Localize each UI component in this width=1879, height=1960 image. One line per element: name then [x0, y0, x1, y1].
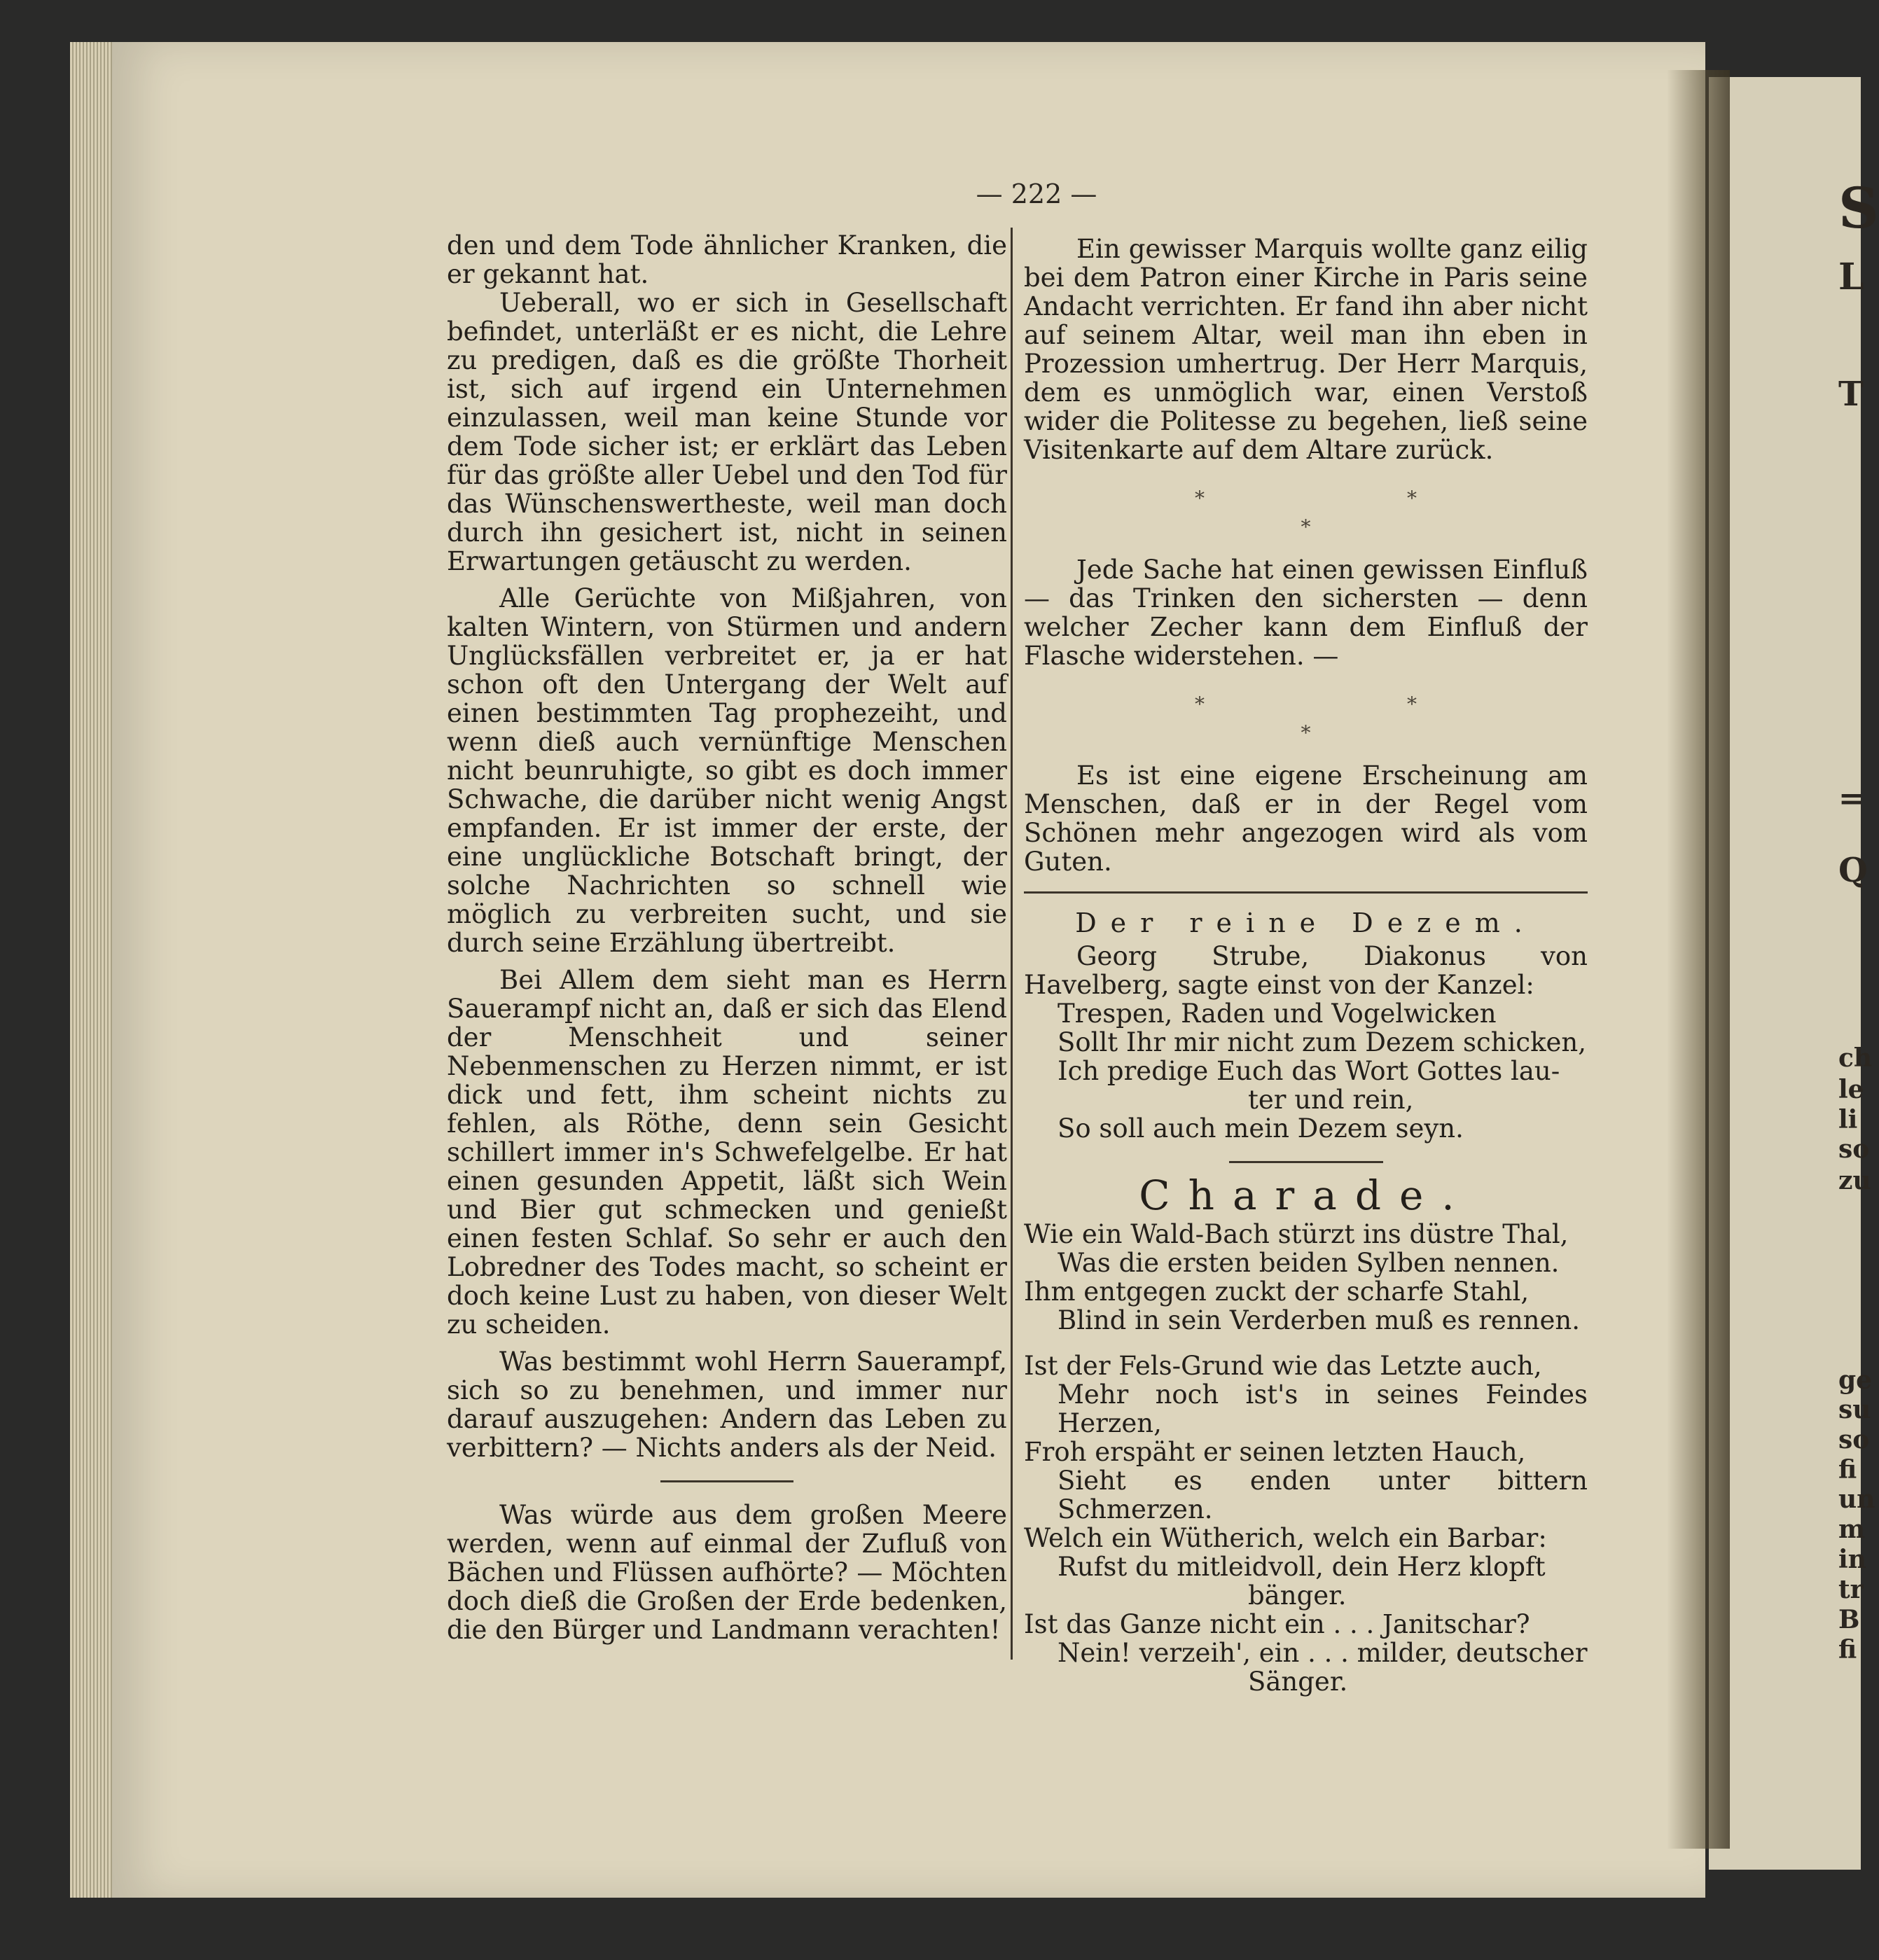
verse-line: Sollt Ihr mir nicht zum Dezem schicken,	[1058, 1027, 1586, 1057]
fragment: zu	[1838, 1166, 1871, 1195]
verse-line: Nein! verzeih', ein . . . milder, deutscher	[1058, 1638, 1588, 1668]
verse-line: ter und rein,	[1248, 1085, 1414, 1115]
fragment: fi	[1838, 1455, 1857, 1485]
verse-line: Rufst du mitleidvoll, dein Herz klopft	[1058, 1552, 1546, 1582]
verse-line: Sieht es enden unter bittern Schmerzen.	[1058, 1466, 1588, 1524]
charade-title: Charade.	[1139, 1172, 1473, 1219]
fragment: ge	[1838, 1365, 1873, 1395]
fragment: tr	[1838, 1575, 1864, 1604]
anecdote-paragraph: Ein gewisser Marquis wollte ganz eilig bei dem Patron einer Kirche in Paris seine Andacht verrichten. Er fand ihn aber nicht auf seinem Altar, weil man ihn eben in Prozession umhertrug. Der Herr Marquis, dem es unmöglich war, einen Verstoß wider die Politesse zu begehen, ließ seine Visitenkarte auf dem Altare zurück.	[1024, 234, 1588, 465]
fragment: m	[1838, 1515, 1866, 1544]
star-separator: * * *	[1195, 693, 1515, 744]
left-column	[447, 231, 1007, 1644]
paragraph: Ueberall, wo er sich in Gesellschaft befindet, unterläßt er es nicht, die Lehre zu predigen, daß es die größte Thorheit ist, sich auf irgend ein Unternehmen einzulassen, weil man keine Stunde vor dem Tode sicher ist; er erklärt das Leben für das größte aller Uebel und den Tod für das Wünschenswertheste, weil man doch durch ihn gesichert ist, nicht in seinen Erwartungen getäuscht zu werden.	[447, 288, 1007, 576]
verse-line: bänger.	[1248, 1580, 1347, 1611]
fragment: un	[1838, 1485, 1875, 1514]
section-title: Der reine Dezem.	[1075, 908, 1537, 938]
fragment: Q	[1838, 851, 1868, 890]
column-divider	[1011, 228, 1013, 1660]
verse-line: Froh erspäht er seinen letzten Hauch,	[1024, 1437, 1526, 1467]
aphorism-paragraph: Es ist eine eigene Erscheinung am Menschen, daß er in der Regel vom Schönen mehr angezogen wird als vom Guten.	[1024, 760, 1588, 877]
fragment: fi	[1838, 1635, 1857, 1664]
verse-line: Mehr noch ist's in seines Feindes Herzen,	[1058, 1379, 1588, 1438]
fragment: =	[1838, 781, 1864, 816]
spine-shadow	[1667, 70, 1730, 1849]
paragraph: Was bestimmt wohl Herrn Sauerampf, sich so zu benehmen, und immer nur darauf auszugehen: Andern das Leben zu verbittern? — Nichts anders als der Neid.	[447, 1347, 1007, 1463]
verse-line: Was die ersten beiden Sylben nennen.	[1058, 1248, 1560, 1278]
paragraph: den und dem Tode ähnlicher Kranken, die er gekannt hat.	[447, 230, 1007, 289]
fragment: so	[1838, 1134, 1870, 1164]
verse-line: Ist das Ganze nicht ein . . . Janitschar?	[1024, 1609, 1530, 1639]
verse-line: Welch ein Wütherich, welch ein Barbar:	[1024, 1523, 1547, 1553]
paragraph: Bei Allem dem sieht man es Herrn Sauerampf nicht an, daß er sich das Elend der Menschheit und seiner Nebenmenschen zu Herzen nimmt, er ist dick und fett, ihm scheint nichts zu fehlen, als Röthe, denn sein Gesicht schillert immer in's Schwefelgelbe. Er hat einen gesunden Appetit, läßt sich Wein und Bier gut schmecken und genießt einen festen Schlaf. So sehr er auch den Lobredner des Todes macht, so scheint er doch keine Lust zu haben, von dieser Welt zu scheiden.	[447, 965, 1007, 1340]
fragment: so	[1838, 1425, 1870, 1454]
verse-line: Ihm entgegen zuckt der scharfe Stahl,	[1024, 1277, 1530, 1307]
fragment: L	[1838, 256, 1864, 298]
fragment: ch	[1838, 1043, 1873, 1073]
section-rule	[1229, 1161, 1383, 1163]
fragment: li	[1838, 1105, 1858, 1134]
verse-line: Wie ein Wald-Bach stürzt ins düstre Thal,	[1024, 1219, 1569, 1249]
fragment: S	[1838, 175, 1879, 241]
star-separator: * * *	[1195, 487, 1515, 538]
fragment: B	[1838, 1605, 1860, 1634]
verse-line: Trespen, Raden und Vogelwicken	[1058, 999, 1497, 1029]
verse-line: Blind in sein Verderben muß es rennen.	[1058, 1305, 1580, 1335]
closing-paragraph: Was würde aus dem großen Meere werden, wenn auf einmal der Zufluß von Bächen und Flüssen aufhörte? — Möchten doch dieß die Großen der Erde bedenken, die den Bürger und Landmann verachten!	[447, 1500, 1007, 1645]
section-rule	[1024, 891, 1588, 894]
verse-line: So soll auch mein Dezem seyn.	[1058, 1113, 1464, 1144]
fragment: T	[1838, 375, 1864, 414]
intro-paragraph: Georg Strube, Diakonus von Havelberg, sagte einst von der Kanzel:	[1024, 941, 1588, 1000]
paragraph: Alle Gerüchte von Mißjahren, von kalten Wintern, von Stürmen und andern Unglücksfällen verbreitet er, ja er hat schon oft den Untergang der Welt auf einen bestimmten Tag prophezeiht, und wenn dieß auch vernünftige Menschen nicht beunruhigte, so gibt es doch immer Schwache, die darüber nicht wenig Angst empfanden. Er ist immer der erste, der eine unglückliche Botschaft bringt, der solche Nachrichten so schnell wie möglich zu verbreiten sucht, und sie durch seine Erzählung übertreibt.	[447, 583, 1007, 958]
page-number: — 222 —	[976, 179, 1097, 209]
verse-line: Ist der Fels-Grund wie das Letzte auch,	[1024, 1351, 1542, 1381]
fragment: le	[1838, 1075, 1864, 1104]
verse-line: Sänger.	[1248, 1667, 1348, 1697]
fragment: su	[1838, 1395, 1871, 1424]
right-column	[1024, 235, 1588, 1696]
aphorism-paragraph: Jede Sache hat einen gewissen Einfluß — das Trinken den sichersten — denn welcher Zecher kann dem Einfluß der Flasche widerstehen. —	[1024, 555, 1588, 671]
verse-line: Ich predige Euch das Wort Gottes lau-	[1058, 1056, 1560, 1086]
fragment: in	[1838, 1545, 1866, 1574]
section-rule	[660, 1480, 793, 1482]
